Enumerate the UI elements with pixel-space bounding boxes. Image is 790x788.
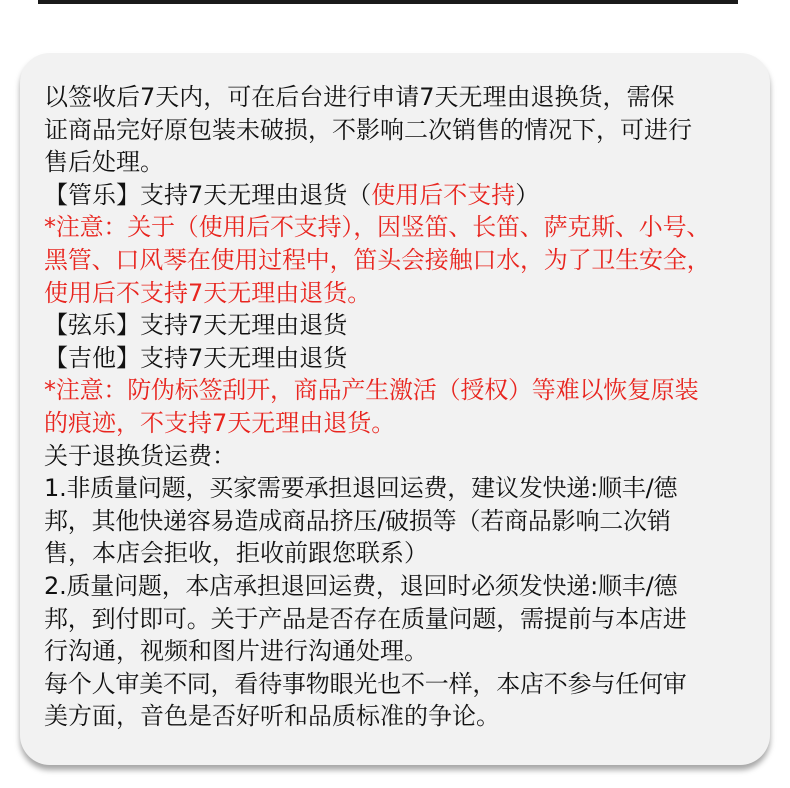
wind-instruments-label: 【管乐】支持7天无理由退货（ (44, 180, 372, 209)
wind-note-line-3: 使用后不支持7天无理由退货。 (44, 278, 372, 307)
wind-note-line-1: *注意：关于（使用后不支持），因竖笛、长笛、萨克斯、小号、 (44, 213, 711, 242)
shipping-rule-2-line-3: 行沟通，视频和图片进行沟通处理。 (44, 637, 428, 666)
guitar-note-line-1: *注意：防伪标签刮开，商品产生激活（授权）等难以恢复原装 (44, 376, 699, 405)
guitar-note-line-2: 的痕迹，不支持7天无理由退货。 (44, 408, 396, 437)
shipping-rule-1-line-3: 售，本店会拒收，拒收前跟您联系） (44, 539, 428, 568)
intro-line-1: 以签收后7天内，可在后台进行申请7天无理由退换货，需保 (44, 83, 675, 111)
wind-note-line-2: 黑管、口风琴在使用过程中，笛头会接触口水，为了卫生安全， (44, 245, 711, 274)
string-instruments-line: 【弦乐】支持7天无理由退货 (44, 311, 348, 340)
aesthetics-line-2: 美方面，音色是否好听和品质标准的争论。 (44, 702, 500, 731)
shipping-rule-2-line-1: 2.质量问题，本店承担退回运费，退回时必须发快递:顺丰/德 (44, 571, 678, 600)
intro-line-3: 售后处理。 (44, 148, 164, 177)
shipping-title: 关于退换货运费： (44, 441, 236, 470)
wind-instruments-line (44, 179, 760, 212)
top-divider (38, 0, 738, 4)
guitar-line: 【吉他】支持7天无理由退货 (44, 343, 348, 372)
shipping-rule-2-line-2: 邦，到付即可。关于产品是否存在质量问题，需提前与本店进 (44, 604, 687, 633)
intro-line-2: 证商品完好原包装未破损，不影响二次销售的情况下，可进行 (44, 115, 692, 144)
policy-text (44, 81, 760, 733)
shipping-rule-1-line-1: 1.非质量问题，买家需要承担退回运费，建议发快递:顺丰/德 (44, 474, 678, 503)
aesthetics-line-1: 每个人审美不同，看待事物眼光也不一样，本店不参与任何审 (44, 669, 687, 698)
shipping-rule-1-line-2: 邦，其他快递容易造成商品挤压/破损等（若商品影响二次销 (44, 506, 671, 535)
wind-instruments-suffix: ） (515, 180, 540, 209)
return-policy-card (20, 53, 770, 765)
wind-instruments-highlight: 使用后不支持 (371, 180, 516, 209)
